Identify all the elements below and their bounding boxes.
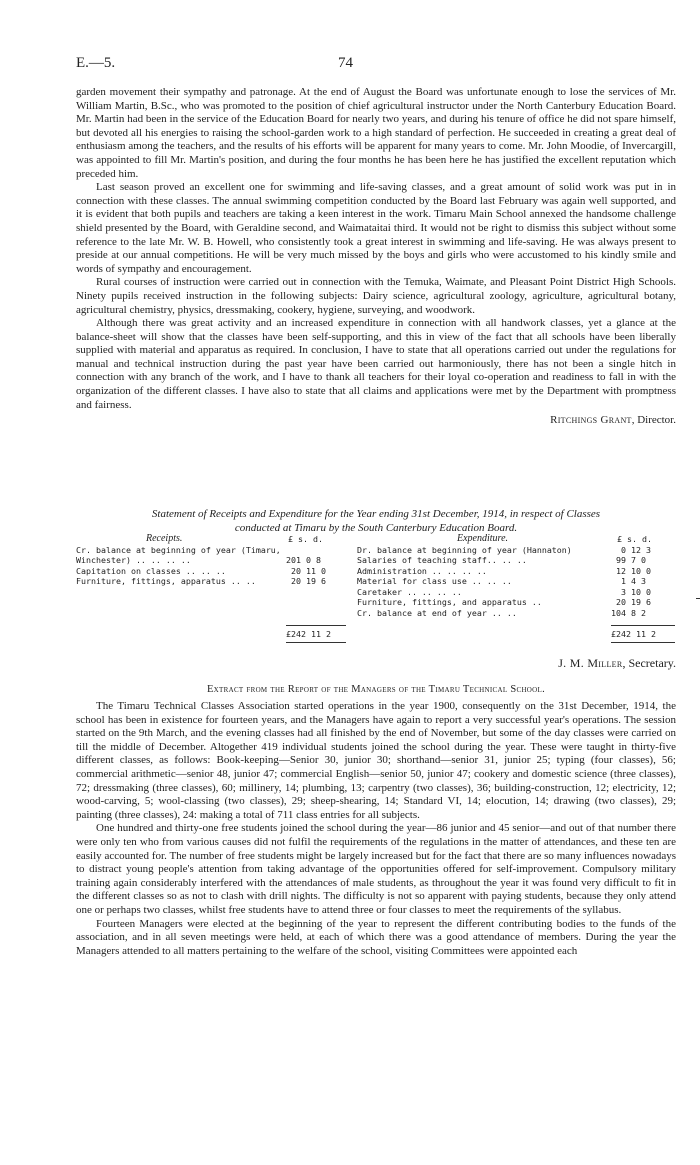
expenditure-label: Cr. balance at end of year .. .. xyxy=(357,607,517,618)
expenditure-label: Salaries of teaching staff.. .. .. xyxy=(357,555,527,565)
expenditure-label: Furniture, fittings, and apparatus .. xyxy=(357,597,542,607)
expenditure-row xyxy=(357,597,675,608)
receipt-label: Cr. balance at beginning of year (Timaru, xyxy=(76,544,281,555)
paragraph-garden: garden movement their sympathy and patronage. At the end of August the Board was unfortunate enough to lose the services of Mr. William Martin, B.Sc., who was promoted to the position of chief agricultural instructor under the North Canterbury Education Board. Mr. Martin had been in the service of the Education Board for nearly two years, and during his tenure of office he did not spare himself, but devoted all his energies to raising the school-garden work to a high standard of perfection. He succeeded in creating a great deal of enthusiasm among the teachers, and the results of his efforts will be apparent for many years to come. Mr. John Moodie, of Invercargill, was appointed to fill Mr. Martin's position, and during the four months he has been here he has justified the excellent reputation which preceded him. xyxy=(76,86,676,180)
expenditure-column xyxy=(357,534,675,618)
statement-title-line2: conducted at Timaru by the South Canterbury Education Board. xyxy=(234,522,518,534)
expenditure-label: Material for class use .. .. .. xyxy=(357,576,512,586)
expenditure-amount: 99 7 0 xyxy=(616,555,646,565)
expenditure-total-block xyxy=(357,629,675,640)
expenditure-row xyxy=(357,545,675,556)
paragraph-managers: Fourteen Managers were elected at the beginning of the year to represent the different contributing bodies to the funds of the association, and in all seven meetings were held, at each of which there was a good attendance of members. During the year the Managers attended to all matters pertaining to the welfare of the school, visiting Committees were appointed each xyxy=(76,917,676,957)
extract-title: Extract from the Report of the Managers of the Timaru Technical School. xyxy=(206,684,546,695)
director-signature: Ritchings Grant, Director. xyxy=(550,414,676,427)
receipt-amount: 20 11 0 xyxy=(291,565,326,576)
expenditure-amount: 3 10 0 xyxy=(621,586,651,597)
margin-mark xyxy=(696,598,700,599)
paragraph-rural-courses: Rural courses of instruction were carried out in connection with the Temuka, Waimate, and Pleasant Point District High Schools. Ninety pupils received instruction in the following subjects: Dairy science, agricultural zoology, agriculture, agricultural botany, agricultural chemistry, physics, dressmaking, cookery, hygiene, surveying, and woodwork. xyxy=(76,276,676,316)
expenditure-row xyxy=(357,566,675,577)
receipts-total: £242 11 2 xyxy=(286,629,331,639)
expenditure-total: £242 11 2 xyxy=(611,629,656,639)
receipt-amount: 201 0 8 xyxy=(286,555,321,565)
receipt-row xyxy=(76,545,348,556)
statement-title xyxy=(76,507,676,535)
receipts-total-block xyxy=(76,629,348,640)
expenditure-amount: 20 19 6 xyxy=(616,597,651,607)
receipt-label: Winchester) .. .. .. .. xyxy=(76,555,191,565)
expenditure-amount: 104 8 2 xyxy=(611,607,646,618)
receipt-amount: 20 19 6 xyxy=(291,576,326,586)
receipts-heading: Receipts. xyxy=(146,533,183,544)
page-header xyxy=(76,55,640,77)
report-body-upper xyxy=(76,86,676,428)
expenditure-row xyxy=(357,608,675,619)
paragraph-handwork: Although there was great activity and an increased expenditure in connection with all handwork classes, yet a glance at the balance-sheet will show that the classes have been self-supporting, and this in view of the fact that all schools have been liberally supplied with material and apparatus as required. In conclusion, I have to state that all operations carried out under the regulations for manual and technical instruction during the past year have been carried out harmoniously, there has not been a single hitch in connection with any branch of the work, and I have to thank all teachers for their loyal co-operation and readiness to fall in with the organization of the different classes. I have also to state that all claims and applications were met by the Department with promptness and fairness. xyxy=(76,317,676,411)
expenditure-row xyxy=(357,587,675,598)
receipt-row xyxy=(76,566,348,577)
receipts-total-rule-top xyxy=(286,625,346,626)
expenditure-amount: 1 4 3 xyxy=(621,576,646,586)
paragraph-free-students: One hundred and thirty-one free students joined the school during the year—86 junior and 45 senior—and out of that number there were only ten who from various causes did not fulfil the requirements of the regulations in the matter of attendances, and these ten are easily accounted for. The number of free students might be largely increased but for the fact that there are so many influences nowadays to distract young people's attention from taking advantage of the opportunities offered for self-improvement. Compulsory military training again considerably interfered with the attendances of male students, as throughout the year it was found very difficult to fit in the different classes so as not to clash with drill nights. The difficulty is not so apparent with paying students, because they only attend one or perhaps two classes, whilst free students have to attend three or four classes to meet the requirements of the syllabus. xyxy=(76,822,676,916)
page-number: 74 xyxy=(338,55,353,71)
secretary-title: Secretary xyxy=(628,656,673,670)
report-body-lower xyxy=(76,700,676,958)
expenditure-label: Caretaker .. .. .. .. xyxy=(357,586,462,597)
report-reference: E.—5. xyxy=(76,55,116,71)
secretary-name: J. M. Miller xyxy=(558,656,623,670)
director-name: Ritchings Grant xyxy=(550,414,632,427)
expenditure-amount: 0 12 3 xyxy=(621,544,651,555)
expenditure-label: Administration .. .. .. .. xyxy=(357,565,487,576)
receipt-row xyxy=(76,576,348,587)
receipts-currency-head: £ s. d. xyxy=(288,534,323,544)
expenditure-total-rule-top xyxy=(611,625,675,626)
paragraph-technical-school: The Timaru Technical Classes Association started operations in the year 1900, consequently on the 31st December, 1914, the school has been in existence for fourteen years, and the Managers have again to report a very successful year's operations. The session started on the 9th March, and the evening classes had all finished by the end of November, but some of the day classes were carried on till the middle of December. Altogether 419 individual students joined the school during the year. These were taught in thirty-five different classes, as follows: Book-keeping—Senior 30, junior 30; shorthand—senior 31, junior 25; typing (four classes), 56; commercial arithmetic—senior 48, junior 47; commercial English—senior 50, junior 47; cookery and domestic science (three classes), 72; dressmaking (three classes), 60; millinery, 14; plumbing, 13; carpentry (two classes), 36; building-construction, 12; electricity, 12; wood-carving, 5; wool-classing (two classes), 29; sheep-shearing, 14; Standard VI, 14; elocution, 14; drawing (two classes), 29; painting (three classes), 24: making a total of 711 class entries for all subjects. xyxy=(76,700,676,821)
secretary-signature: J. M. Miller, Secretary. xyxy=(558,656,676,670)
statement-title-line1: Statement of Receipts and Expenditure for the Year ending 31st December, 1914, in respect of Classes xyxy=(151,508,601,520)
receipt-row xyxy=(76,555,348,566)
receipt-label: Furniture, fittings, apparatus .. .. xyxy=(76,576,256,586)
paragraph-swimming: Last season proved an excellent one for swimming and life-saving classes, and a great amount of solid work was put in in connection with these classes. The annual swimming competition conducted by the Board last February was again well supported, and it is evident that both pupils and teachers are taking a keen interest in the work. Timaru Main School annexed the handsome challenge shield presented by the Board, with Geraldine second, and Waimataitai third. It would not be right to dismiss this subject without some reference to the late Mr. W. B. Howell, who consistently took a great interest in swimming and life-saving. He was always present to preside at our annual competitions. He will be very much missed by the boys and girls who were accustomed to his kindly smile and words of sympathy and encouragement. xyxy=(76,181,676,275)
expenditure-heading: Expenditure. xyxy=(457,533,509,544)
receipts-total-rule-bottom xyxy=(286,642,346,643)
expenditure-currency-head: £ s. d. xyxy=(617,534,652,544)
expenditure-amount: 12 10 0 xyxy=(616,565,651,576)
expenditure-label: Dr. balance at beginning of year (Hannaton) xyxy=(357,544,572,555)
expenditure-total-rule-bottom xyxy=(611,642,675,643)
director-title: Director xyxy=(637,414,674,427)
receipts-column xyxy=(76,534,348,587)
expenditure-row xyxy=(357,555,675,566)
receipt-label: Capitation on classes .. .. .. xyxy=(76,565,226,576)
expenditure-row xyxy=(357,576,675,587)
